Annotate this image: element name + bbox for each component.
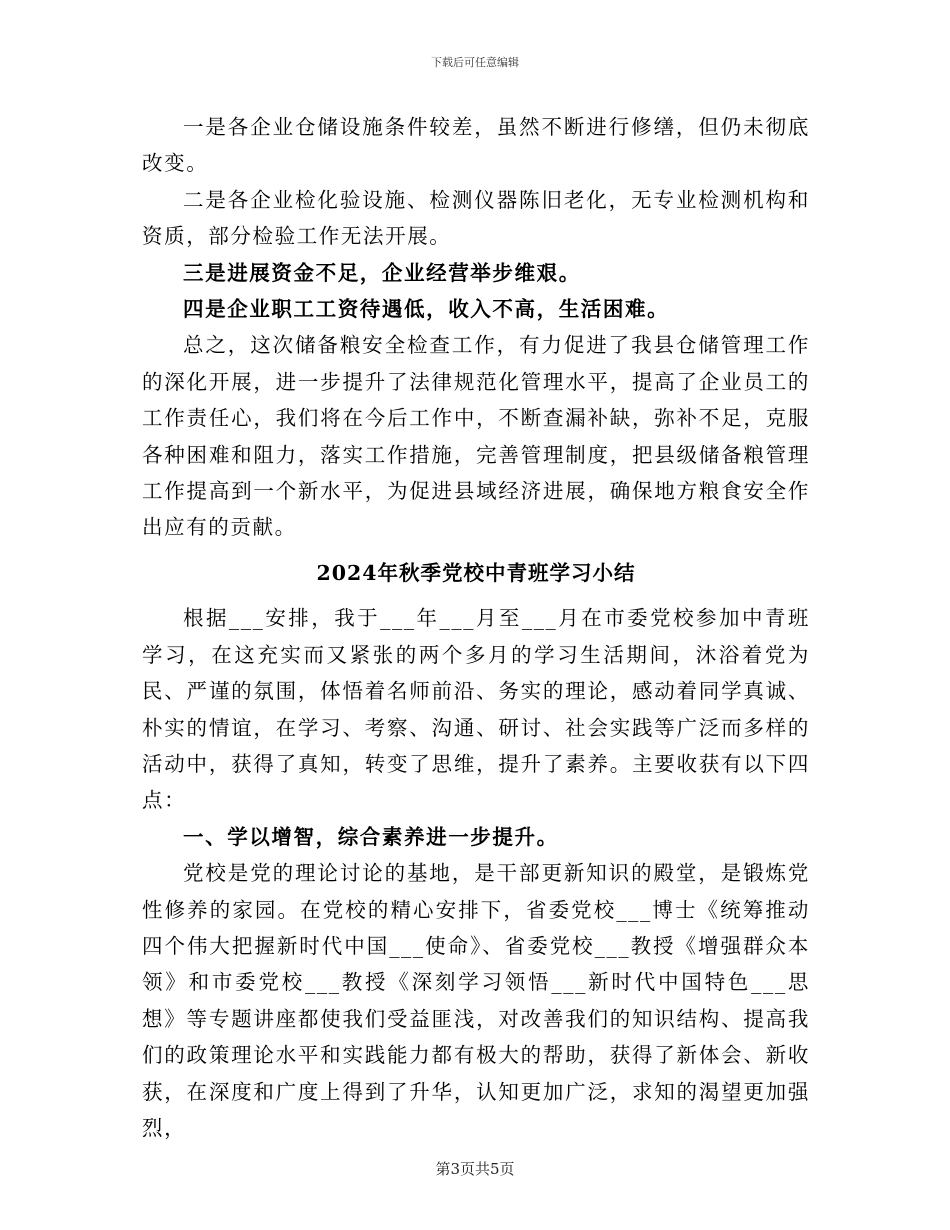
paragraph-issue-4: 四是企业职工工资待遇低，收入不高，生活困难。: [183, 297, 670, 322]
header-note: 下载后可任意编辑: [431, 56, 519, 69]
paragraph-intro: 根据___安排，我于___年___月至___月在市委党校参加中青班学习，在这充实而又紧张的两个多月的学习生活期间，沐浴着党为民、严谨的氛围，体悟着名师前沿、务实的理论，感动着同学真诚、朴实的情谊，在学习、考察、沟通、研讨、社会实践等广泛而多样的活动中，获得了真知，转变了思维，提升了素养。主要收获有以下四点：: [142, 606, 810, 813]
paragraph-party-school: 党校是党的理论讨论的基地，是干部更新知识的殿堂，是锻炼党性修养的家园。在党校的精心安排下，省委党校___博士《统筹推动四个伟大把握新时代中国___使命》、省委党校___教授《增强群众本领》和市委党校___教授《深刻学习领悟___新时代中国特色___思想》等专题讲座都使我们受益匪浅，对改善我们的知识结构、提高我们的政策理论水平和实践能力都有极大的帮助，获得了新体会、新收获，在深度和广度上得到了升华，认知更加广泛，求知的渴望更加强烈，: [142, 861, 810, 1140]
paragraph-summary: 总之，这次储备粮安全检查工作，有力促进了我县仓储管理工作的深化开展，进一步提升了法律规范化管理水平，提高了企业员工的工作责任心，我们将在今后工作中，不断查漏补缺，弥补不足，克服各种困难和阻力，落实工作措施，完善管理制度，把县级储备粮管理工作提高到一个新水平，为促进县域经济进展，确保地方粮食安全作出应有的贡献。: [142, 333, 810, 540]
document-body: [142, 109, 810, 1146]
paragraph-issue-1: 一是各企业仓储设施条件较差，虽然不断进行修缮，但仍未彻底改变。: [142, 115, 810, 176]
paragraph-heading-1: 一、学以增智，综合素养进一步提升。: [183, 824, 559, 849]
paragraph-issue-3: 三是进展资金不足，企业经营举步维艰。: [183, 260, 581, 285]
paragraph-issue-2: 二是各企业检化验设施、检测仪器陈旧老化，无专业检测机构和资质，部分检验工作无法开展。: [142, 187, 810, 249]
page-number: 第3页共5页: [435, 1160, 515, 1178]
section-title: 2024年秋季党校中青班学习小结: [316, 560, 636, 585]
